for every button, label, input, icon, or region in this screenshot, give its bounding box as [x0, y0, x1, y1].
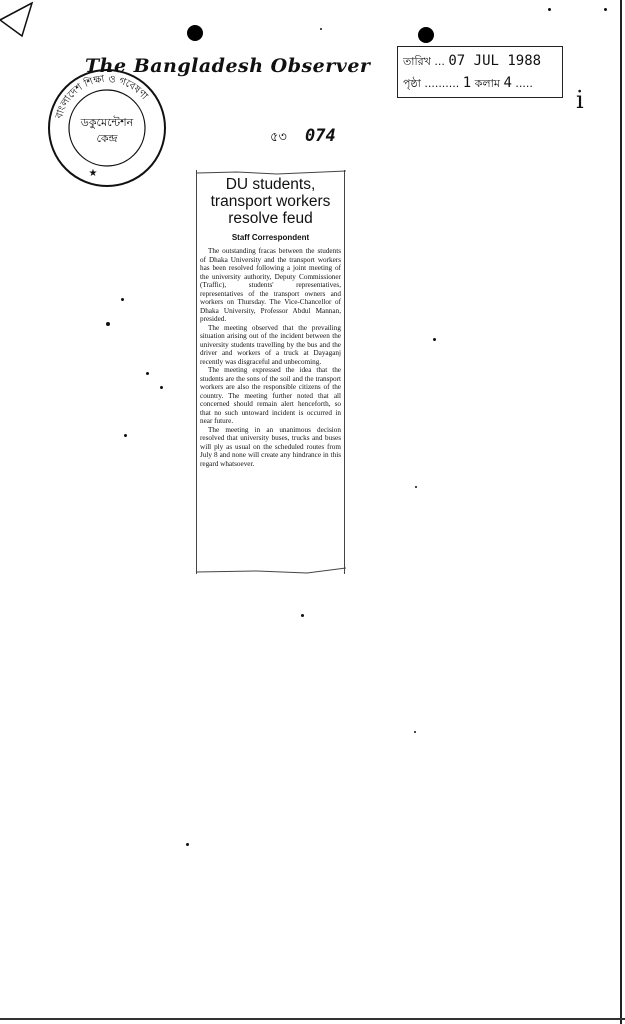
article-byline: Staff Correspondent	[231, 233, 310, 242]
article-paragraph: The outstanding fracas between the students of Dhaka University and the transport workers has been resolved following a joint meeting of the university authority, Deputy Commissioner (Traffic), students' representatives, representatives of the transport owners and workers on Thursday. The Vice-Chancellor of Dhaka University, Professor Abdul Mannan, presided.	[200, 247, 341, 323]
article-paragraph: The meeting observed that the prevailing situation arising out of the incident between the university students travelling by the bus and the driver and workers of a truck at Dayaganj recently was disgraceful and unbecoming.	[200, 323, 341, 366]
reference-number	[270, 126, 336, 149]
stamp-date-row: তারিখ ... 07 JUL 1988	[403, 53, 542, 69]
stamp-date-label: তারিখ	[403, 55, 431, 68]
seal-center-line-2: কেন্দ্র	[96, 132, 118, 145]
handwritten-margin-mark: i	[576, 86, 584, 114]
stamp-page-value: 1	[462, 75, 472, 91]
stamp-column-value: 4	[503, 75, 512, 91]
scan-speck	[146, 372, 149, 375]
scan-speck	[414, 731, 416, 733]
reference-code: 074	[305, 126, 336, 146]
scan-speck	[186, 843, 189, 846]
seal-center-line-1: ডকুমেন্টেশন	[80, 116, 134, 129]
headline-line-2: transport workers	[210, 193, 331, 210]
seal-star-icon: ★	[88, 168, 98, 179]
punch-hole-left	[187, 25, 203, 41]
reference-prefix: ৫৩	[270, 130, 287, 145]
punch-hole-right	[418, 27, 434, 43]
article-paragraph: The meeting expressed the idea that the students are the sons of the soil and the transport workers are also the responsible citizens of the country. The meeting further noted that all concerned should remain alert henceforth, so that no such untoward incident is occurred in near future.	[200, 366, 341, 425]
newspaper-masthead: The Bangladesh Observer	[85, 55, 371, 77]
scan-speck	[548, 8, 551, 11]
corner-fold-icon	[0, 0, 40, 40]
article-paragraph: The meeting in an unanimous decision resolved that university buses, trucks and buses will ply as usual on the scheduled routes from July 8 and none will create any hindrance in this regard whatsoever.	[200, 425, 341, 468]
stamp-column-label: কলাম	[474, 77, 500, 90]
headline-line-1: DU students,	[225, 176, 316, 193]
documentation-seal-stamp	[45, 66, 169, 190]
seal-outer-text: বাংলাদেশ শিক্ষা ও গবেষণা	[53, 73, 150, 121]
scan-speck	[124, 434, 127, 437]
page-edge-right	[620, 0, 622, 1024]
scan-speck	[320, 28, 322, 30]
stamp-page-label: পৃষ্ঠা	[403, 77, 421, 90]
page-edge-bottom	[0, 1018, 625, 1020]
article-headline	[197, 176, 344, 227]
scan-speck	[160, 386, 163, 389]
news-clipping	[196, 170, 345, 574]
scan-speck	[106, 322, 110, 326]
headline-line-3: resolve feud	[228, 210, 313, 227]
scan-speck	[121, 298, 124, 301]
stamp-date-value: 07 JUL 1988	[448, 53, 542, 69]
scan-speck	[301, 614, 304, 617]
clipping-bottom-edge	[197, 566, 346, 574]
scan-speck	[604, 8, 607, 11]
date-stamp	[397, 46, 563, 98]
svg-text:বাংলাদেশ শিক্ষা ও গবেষণা	[53, 74, 150, 122]
stamp-page-row: পৃষ্ঠা .......... 1 কলাম 4 .....	[403, 75, 533, 91]
scan-speck	[433, 338, 436, 341]
scan-speck	[415, 486, 417, 488]
clipping-top-edge	[197, 170, 346, 176]
